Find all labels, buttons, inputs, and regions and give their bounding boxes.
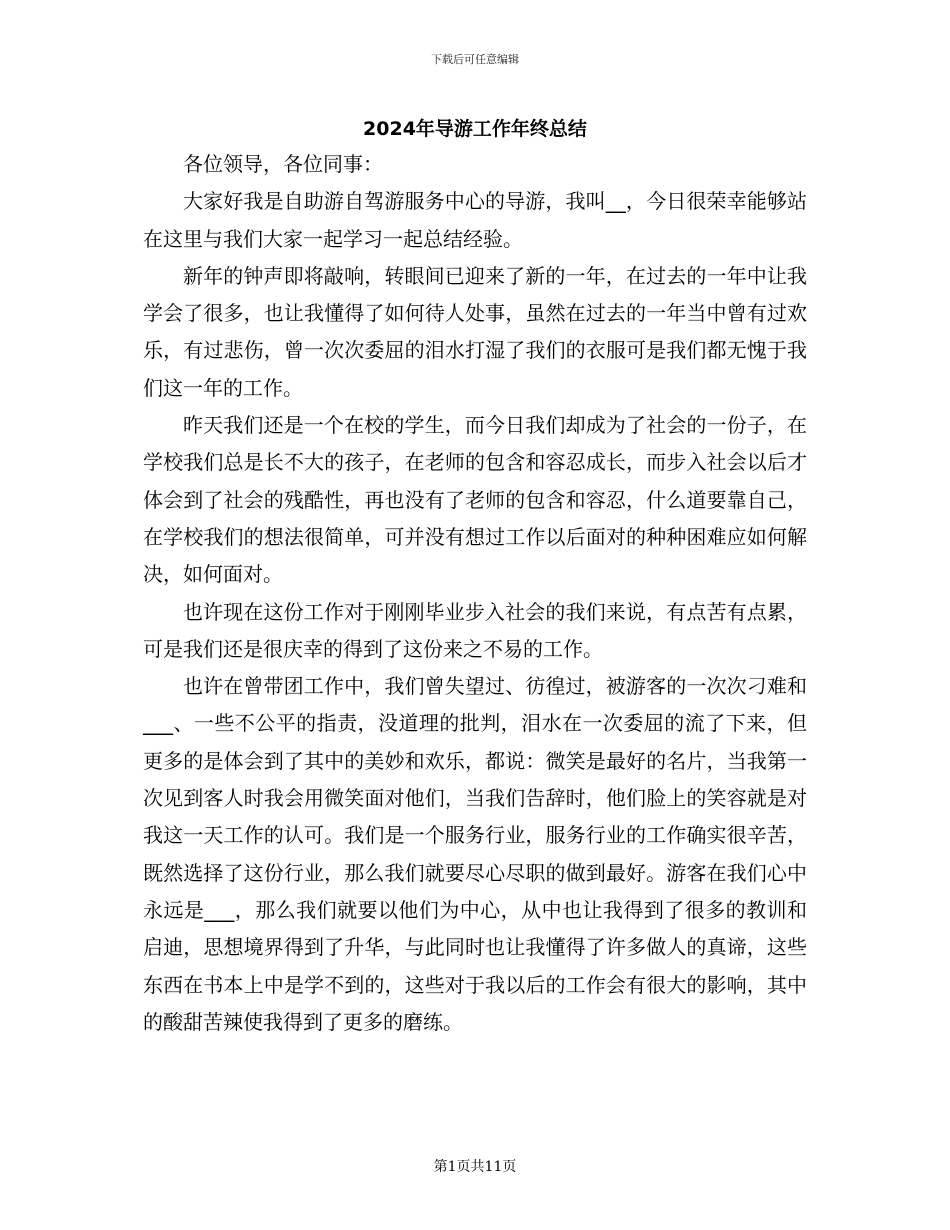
paragraph: 也许在曾带团工作中，我们曾失望过、彷徨过，被游客的一次次刁难和___、一些不公平的指责，没道理的批判，泪水在一次委屈的流了下来，但更多的是体会到了其中的美妙和欢乐，都说：微笑是最好的名片，当我第一次见到客人时我会用微笑面对他们，当我们告辞时，他们脸上的笑容就是对我这一天工作的认可。我们是一个服务行业，服务行业的工作确实很辛苦，既然选择了这份行业，那么我们就要尽心尽职的做到最好。游客在我们心中永远是___，那么我们就要以他们为中心，从中也让我得到了很多的教训和启迪，思想境界得到了升华，与此同时也让我懂得了许多做人的真谛，这些东西在书本上中是学不到的，这些对于我以后的工作会有很大的影响，其中的酸甜苦辣使我得到了更多的磨练。 [143, 674, 807, 1034]
page-number-footer: 第1页共11页 [433, 1159, 517, 1175]
paragraph-salutation: 各位领导，各位同事： [183, 152, 383, 176]
paragraph: 大家好我是自助游自驾游服务中心的导游，我叫__，今日很荣幸能够站在这里与我们大家一起学习一起总结经验。 [143, 189, 807, 251]
paragraph: 昨天我们还是一个在校的学生，而今日我们却成为了社会的一份子，在学校我们总是长不大的孩子，在老师的包含和容忍成长，而步入社会以后才体会到了社会的残酷性，再也没有了老师的包含和容忍，什么道要靠自己，在学校我们的想法很简单，可并没有想过工作以后面对的种种困难应如何解决，如何面对。 [143, 413, 807, 587]
paragraph: 也许现在这份工作对于刚刚毕业步入社会的我们来说，有点苦有点累，可是我们还是很庆幸的得到了这份来之不易的工作。 [143, 599, 807, 661]
paragraph: 新年的钟声即将敲响，转眼间已迎来了新的一年，在过去的一年中让我学会了很多，也让我懂得了如何待人处事，虽然在过去的一年当中曾有过欢乐，有过悲伤，曾一次次委屈的泪水打湿了我们的衣服可是我们都无愧于我们这一年的工作。 [143, 263, 807, 400]
document-body [143, 146, 807, 1041]
page-header-note: 下载后可任意编辑 [431, 53, 519, 66]
document-title: 2024年导游工作年终总结 [363, 118, 587, 140]
